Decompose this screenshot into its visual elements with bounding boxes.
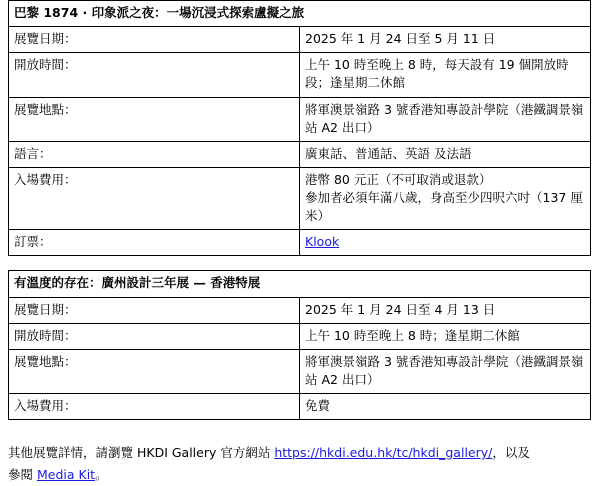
row-label-hours: 開放時間： [9, 323, 300, 349]
table-row [9, 349, 591, 393]
block-spacer [0, 256, 611, 270]
row-value-ticketing [300, 230, 591, 256]
hkdi-gallery-link[interactable]: https://hkdi.edu.hk/tc/hkdi_gallery/ [274, 445, 493, 461]
footer-text-3: 參閱 [8, 467, 37, 482]
row-label-fee: 入場費用： [9, 167, 300, 229]
table-row [9, 141, 591, 167]
fee-line-2: 參加者必須年滿八歲，身高至少四呎六吋（137 厘米） [305, 190, 583, 224]
event-title: 巴黎 1874 · 印象派之夜：一場沉浸式探索盧擬之旅 [9, 1, 591, 27]
row-label-language: 語言： [9, 141, 300, 167]
row-value-fee [300, 167, 591, 229]
fee-line-1: 港幣 80 元正（不可取消或退款） [305, 171, 492, 187]
row-value-fee: 免費 [300, 394, 591, 420]
table-row [9, 323, 591, 349]
media-kit-link[interactable]: Media Kit [36, 467, 96, 482]
row-value-hours: 上午 10 時至晚上 8 時，每天設有 19 個開放時段；逢星期二休館 [300, 53, 591, 97]
table-row [9, 53, 591, 97]
row-label-date: 展覽日期： [9, 297, 300, 323]
table-row [9, 394, 591, 420]
row-label-fee: 入場費用： [9, 394, 300, 420]
row-value-date: 2025 年 1 月 24 日至 4 月 13 日 [300, 297, 591, 323]
row-label-venue: 展覽地點： [9, 97, 300, 141]
row-value-venue: 將軍澳景嶺路 3 號香港知專設計學院（港鐵調景嶺站 A2 出口） [300, 349, 591, 393]
row-value-date: 2025 年 1 月 24 日至 5 月 11 日 [300, 27, 591, 53]
row-label-venue: 展覽地點： [9, 349, 300, 393]
table-row [9, 297, 591, 323]
klook-link[interactable]: Klook [305, 234, 340, 250]
event-title: 有溫度的存在：廣州設計三年展 — 香港特展 [9, 271, 591, 297]
table-row [9, 97, 591, 141]
event-block-2 [8, 270, 603, 420]
table-row [9, 167, 591, 229]
table-row [9, 271, 591, 297]
footer-text-4: 。 [95, 467, 108, 482]
event-table-1 [8, 0, 591, 256]
footer-text-2: ，以及 [492, 445, 530, 461]
row-label-ticketing: 訂票： [9, 230, 300, 256]
table-row [9, 230, 591, 256]
footer-spacer [0, 420, 611, 442]
row-value-venue: 將軍澳景嶺路 3 號香港知專設計學院（港鐵調景嶺站 A2 出口） [300, 97, 591, 141]
row-label-hours: 開放時間： [9, 53, 300, 97]
footer-text-1: 其他展覽詳情，請瀏覽 HKDI Gallery 官方網站 [8, 445, 275, 461]
event-table-2 [8, 270, 591, 420]
table-row [9, 27, 591, 53]
table-row [9, 1, 591, 27]
row-value-language: 廣東話、普通話、英語 及法語 [300, 141, 591, 167]
row-label-date: 展覽日期： [9, 27, 300, 53]
footer-paragraph [8, 442, 603, 486]
event-block-1 [8, 0, 603, 256]
row-value-hours: 上午 10 時至晚上 8 時；逢星期二休館 [300, 323, 591, 349]
